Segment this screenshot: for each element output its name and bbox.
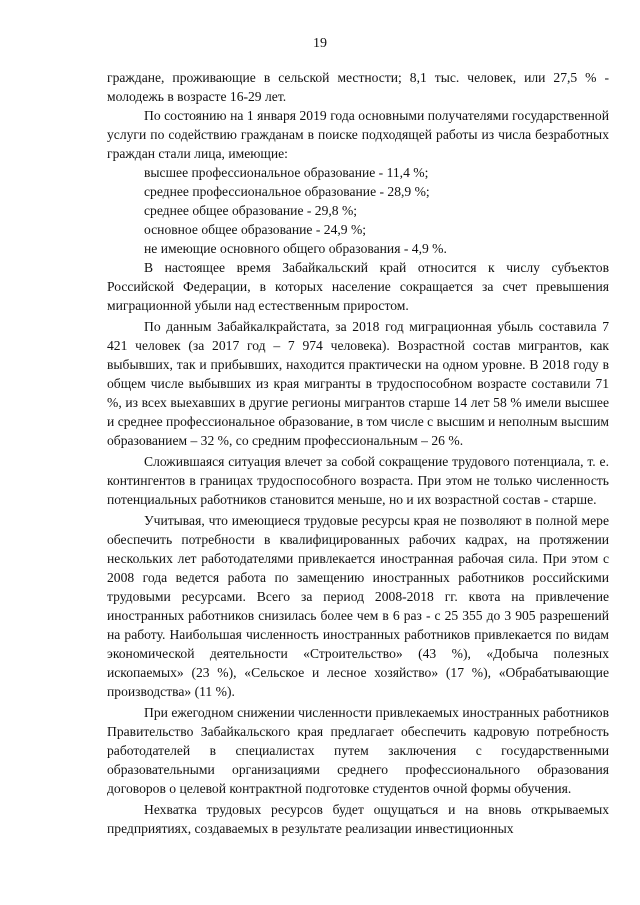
list-item: основное общее образование - 24,9 %; xyxy=(144,222,367,237)
paragraph-migration-loss: По данным Забайкалкрайстата, за 2018 год миграционная убыль составила 7 421 человек (за 2017 год – 7 974 человека). Возрастной состав мигрантов, как выбывших, так и прибывших, находится практически на одном уровне. В 2018 году в общем числе выбывших из края мигранты в трудоспособном возрасте составили 71 %, из всех выехавших в другие регионы мигрантов старше 14 лет 58 % имели высшее и среднее профессиональное образование, в том числе с высшим и неполным высшим образованием – 32 %, со средним профессиональным – 26 %. xyxy=(107,319,609,448)
paragraph-unemployed-recipients: По состоянию на 1 января 2019 года основными получателями государственной услуги по содействию гражданам в поиске подходящей работы из числа безработных граждан стали лица, имеющие: xyxy=(107,108,609,161)
paragraph-foreign-workers: Учитывая, что имеющиеся трудовые ресурсы края не позволяют в полной мере обеспечить потребности в квалифицированных рабочих кадрах, на протяжении нескольких лет работодателями привлекается иностранная рабочая сила. При этом с 2008 года ведется работа по замещению иностранных работников российскими трудовыми ресурсами. Всего за период 2008-2018 гг. квота на привлечение иностранных работников снизилась более чем в 6 раз - с 25 355 до 3 905 разрешений на работу. Наибольшая численность иностранных работников привлекается по видам экономической деятельности «Строительство» (43 %), «Добыча полезных ископаемых» (23 %), «Сельское и лесное хозяйство» (17 %), «Обрабатывающие производства» (11 %). xyxy=(107,513,609,699)
paragraph-population-decline: В настоящее время Забайкальский край относится к числу субъектов Российской Федерации, в которых население сокращается за счет превышения миграционной убыли над естественным приростом. xyxy=(107,260,609,313)
paragraph-labor-potential: Сложившаяся ситуация влечет за собой сокращение трудового потенциала, т. е. контингентов в границах трудоспособного возраста. При этом не только численность потенциальных работников становится меньше, но и их возрастной состав - старше. xyxy=(107,454,609,507)
paragraph-targeted-training: При ежегодном снижении численности привлекаемых иностранных работников Правительство Забайкальского края предлагает обеспечить кадровую потребность работодателей в специалистах путем заключения с государственными образовательными организациями среднего профессионального образования договоров о целевой контрактной подготовке студентов очной формы обучения. xyxy=(107,705,609,796)
list-item: высшее профессиональное образование - 11,4 %; xyxy=(144,165,429,180)
education-list xyxy=(107,163,609,258)
list-item: среднее профессиональное образование - 28,9 %; xyxy=(144,184,430,199)
page-number: 19 xyxy=(313,36,327,51)
list-item: среднее общее образование - 29,8 %; xyxy=(144,203,358,218)
list-item: не имеющие основного общего образования - 4,9 %. xyxy=(144,241,447,256)
document-body xyxy=(107,68,609,838)
paragraph-labor-shortage: Нехватка трудовых ресурсов будет ощущаться и на вновь открываемых предприятиях, создаваемых в результате реализации инвестиционных xyxy=(107,802,609,836)
paragraph-rural-youth: граждане, проживающие в сельской местности; 8,1 тыс. человек, или 27,5 % - молодежь в возрасте 16-29 лет. xyxy=(107,70,609,104)
